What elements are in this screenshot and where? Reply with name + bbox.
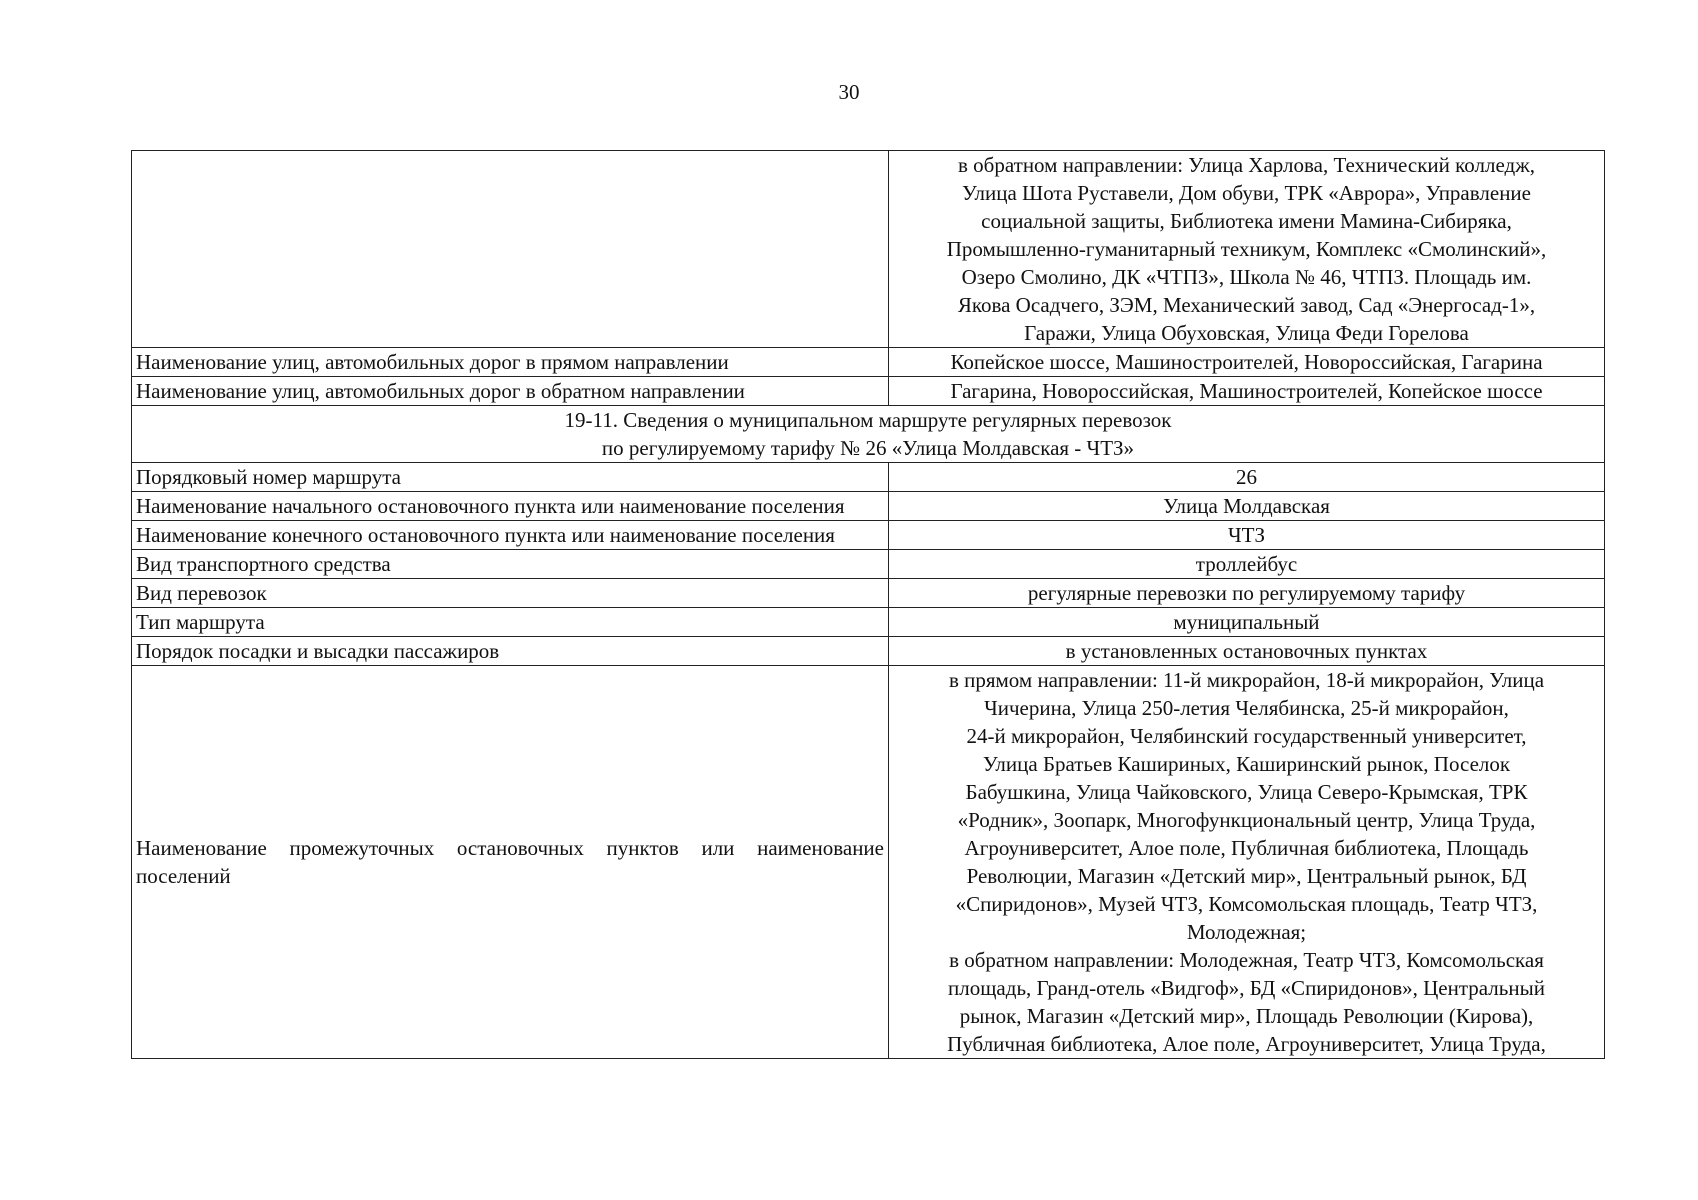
row-label: Наименование улиц, автомобильных дорог в обратном направлении [132,377,889,406]
row-value: в установленных остановочных пунктах [889,637,1605,666]
table-row [132,463,1605,492]
table-row [132,377,1605,406]
row-value: Улица Молдавская [889,492,1605,521]
table-row [132,550,1605,579]
row-label: Порядок посадки и высадки пассажиров [132,637,889,666]
table-row [132,521,1605,550]
table-row [132,637,1605,666]
table-row [132,151,1605,348]
route-info-table [131,150,1605,1059]
section-heading-line: по регулируемому тарифу № 26 «Улица Молдавская - ЧТЗ» [601,436,1135,460]
row-label: Наименование конечного остановочного пункта или наименование поселения [132,521,889,550]
row-value: 26 [889,463,1605,492]
table-row [132,666,1605,1059]
table-row [132,579,1605,608]
section-heading [132,406,1605,463]
row-label: Вид транспортного средства [132,550,889,579]
row-label: Наименование начального остановочного пункта или наименование поселения [132,492,889,521]
intermediate-stops-label: Наименование промежуточных остановочных пунктов или наименование поселений [132,666,889,1059]
row-value: троллейбус [889,550,1605,579]
section-heading-row [132,406,1605,463]
row-value: муниципальный [889,608,1605,637]
row-label: Тип маршрута [132,608,889,637]
page-number: 30 [838,80,860,104]
table-row [132,492,1605,521]
empty-cell [132,151,889,348]
section-heading-line: 19-11. Сведения о муниципальном маршруте регулярных перевозок [564,408,1172,432]
row-value: Копейское шоссе, Машиностроителей, Новороссийская, Гагарина [889,348,1605,377]
intermediate-stops-value: в прямом направлении: 11-й микрорайон, 18-й микрорайон, Улица Чичерина, Улица 250-летия Челябинска, 25-й микрорайон, 24-й микрорайон, Челябинский государственный университет, Улица Братьев Кашириных, Каширинский рынок, Поселок Бабушкина, Улица Чайковского, Улица Северо-Крымская, ТРК «Родник», Зоопарк, Многофункциональный центр, Улица Труда, Агроуниверситет, Алое поле, Публичная библиотека, Площадь Революции, Магазин «Детский мир», Центральный рынок, БД «Спиридонов», Музей ЧТЗ, Комсомольская площадь, Театр ЧТЗ, Молодежная; в обратном направлении: Молодежная, Театр ЧТЗ, Комсомольская площадь, Гранд-отель «Видгоф», БД «Спиридонов», Центральный рынок, Магазин «Детский мир», Площадь Революции (Кирова), Публичная библиотека, Алое поле, Агроуниверситет, Улица Труда, [889,666,1605,1059]
row-value: регулярные перевозки по регулируемому тарифу [889,579,1605,608]
row-value: Гагарина, Новороссийская, Машиностроителей, Копейское шоссе [889,377,1605,406]
row-label: Вид перевозок [132,579,889,608]
row-label: Наименование улиц, автомобильных дорог в прямом направлении [132,348,889,377]
row-label: Порядковый номер маршрута [132,463,889,492]
table-row [132,608,1605,637]
row-value: ЧТЗ [889,521,1605,550]
reverse-stops-continued: в обратном направлении: Улица Харлова, Технический колледж, Улица Шота Руставели, Дом обуви, ТРК «Аврора», Управление социальной защиты, Библиотека имени Мамина-Сибиряка, Промышленно-гуманитарный техникум, Комплекс «Смолинский», Озеро Смолино, ДК «ЧТПЗ», Школа № 46, ЧТПЗ. Площадь им. Якова Осадчего, ЗЭМ, Механический завод, Сад «Энергосад-1», Гаражи, Улица Обуховская, Улица Феди Горелова [889,151,1605,348]
table-row [132,348,1605,377]
